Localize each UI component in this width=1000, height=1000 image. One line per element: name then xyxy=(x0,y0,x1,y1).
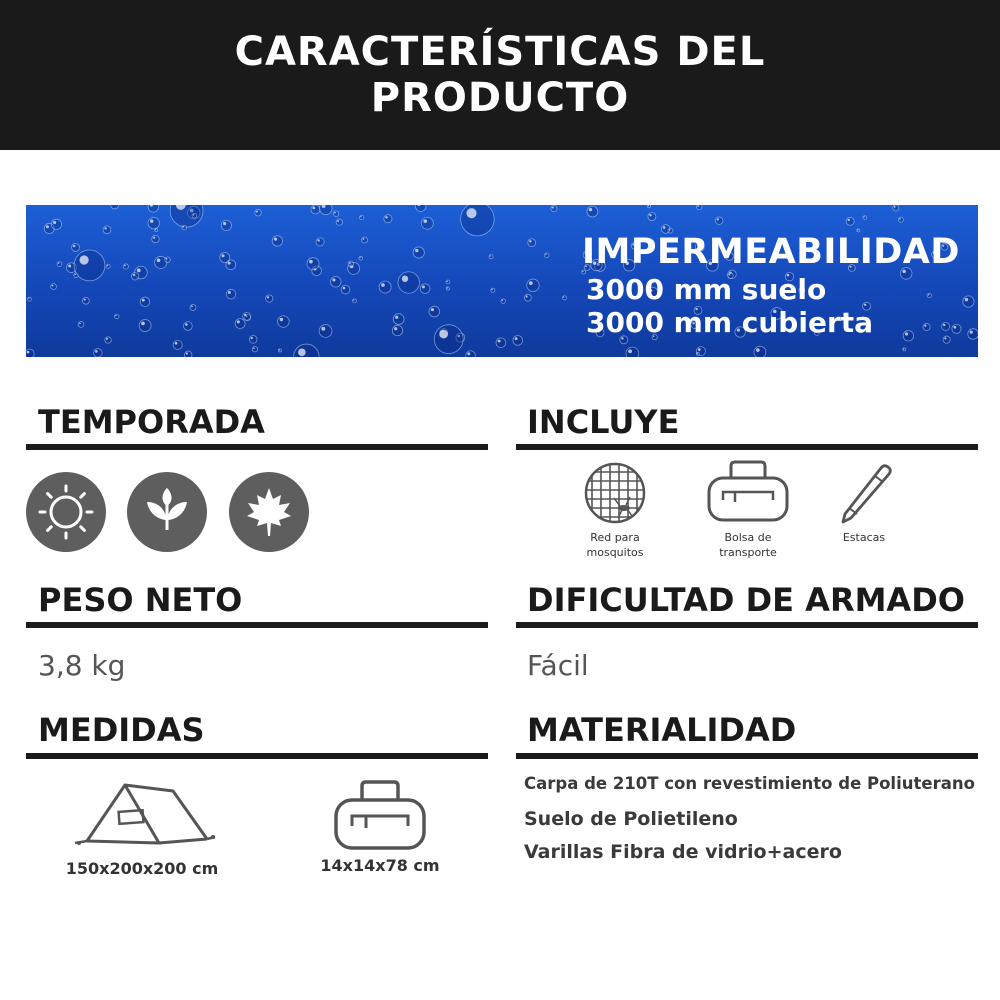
water-drop xyxy=(392,325,402,335)
bag-measure xyxy=(310,778,450,875)
include-bag-label1: Bolsa de xyxy=(724,531,772,544)
tent-icon xyxy=(67,775,217,855)
water-drop xyxy=(235,319,245,329)
waterproof-banner xyxy=(26,205,978,357)
season-title: TEMPORADA xyxy=(38,403,265,441)
water-drop xyxy=(57,262,62,267)
water-drop xyxy=(278,349,281,352)
water-drop xyxy=(266,295,273,302)
water-drop xyxy=(353,299,357,303)
water-drop xyxy=(26,349,34,357)
maple-leaf-icon xyxy=(229,472,309,552)
water-drop xyxy=(51,219,61,229)
water-drop xyxy=(249,336,257,344)
water-drop xyxy=(294,344,319,357)
water-drop xyxy=(74,250,105,281)
materials-title: MATERIALIDAD xyxy=(527,711,797,749)
water-drop xyxy=(446,280,450,284)
page-header xyxy=(0,0,1000,150)
include-item-net xyxy=(555,460,675,560)
water-drop xyxy=(379,281,391,293)
water-drop xyxy=(165,257,171,263)
page-title-line1: CARACTERÍSTICAS DEL xyxy=(234,29,766,75)
water-drop xyxy=(359,215,363,219)
water-drop xyxy=(28,297,32,301)
water-drop xyxy=(190,304,196,310)
water-drop xyxy=(51,284,57,290)
banner-line-cover: 3000 mm cubierta xyxy=(586,306,874,339)
material-line-3: Varillas Fibra de vidrio+acero xyxy=(524,841,842,863)
water-drop xyxy=(489,255,493,259)
water-drop xyxy=(173,340,182,349)
water-drop xyxy=(192,213,197,218)
water-drop xyxy=(148,205,158,212)
includes-rule xyxy=(516,444,978,450)
water-drop xyxy=(446,287,449,290)
water-drop xyxy=(184,351,191,357)
water-drop xyxy=(893,205,899,211)
mosquito-net-icon xyxy=(580,460,650,526)
weight-value: 3,8 kg xyxy=(38,649,126,682)
water-drop xyxy=(307,258,319,270)
water-drop xyxy=(963,296,974,307)
sun-icon xyxy=(26,472,106,552)
water-drop xyxy=(648,213,656,221)
water-drop xyxy=(78,322,84,328)
water-drop xyxy=(393,314,404,325)
water-drop xyxy=(72,244,80,252)
water-drop xyxy=(311,205,320,214)
carry-bag-icon xyxy=(705,460,791,526)
water-drop xyxy=(148,217,159,228)
water-drop xyxy=(527,279,539,291)
material-line-2: Suelo de Polietileno xyxy=(524,808,738,830)
water-drop xyxy=(94,349,103,357)
materials-rule xyxy=(516,753,978,759)
water-drop xyxy=(330,276,341,287)
water-drop xyxy=(333,211,339,217)
water-drop xyxy=(413,247,424,258)
include-item-bag xyxy=(688,460,808,560)
water-drop xyxy=(319,205,332,215)
water-drop xyxy=(696,352,699,355)
measures-title: MEDIDAS xyxy=(38,711,205,749)
water-drop xyxy=(496,338,506,348)
water-drop xyxy=(319,325,332,338)
water-drop xyxy=(131,273,138,280)
water-drop xyxy=(968,329,978,340)
water-drop xyxy=(491,288,495,292)
water-drop xyxy=(863,216,867,220)
water-drop xyxy=(626,347,639,357)
water-drop xyxy=(220,252,230,262)
water-drop xyxy=(545,253,550,258)
water-drop xyxy=(170,205,203,227)
water-drop xyxy=(384,215,392,223)
difficulty-value: Fácil xyxy=(527,649,589,682)
water-drop xyxy=(83,297,90,304)
water-drop xyxy=(114,314,119,319)
tent-measure xyxy=(52,775,232,878)
water-drop xyxy=(551,206,557,212)
water-drop xyxy=(341,285,350,294)
banner-title: IMPERMEABILIDAD xyxy=(582,232,960,272)
water-drop xyxy=(524,294,531,301)
material-line-1: Carpa de 210T con revestimiento de Poliuterano xyxy=(524,774,975,793)
include-net-label1: Red para xyxy=(590,531,640,544)
include-bag-label2: transporte xyxy=(719,546,777,559)
weight-title: PESO NETO xyxy=(38,581,243,619)
stake-icon xyxy=(829,460,899,526)
water-drop xyxy=(243,312,251,320)
water-drop xyxy=(359,256,363,260)
water-drop xyxy=(647,205,650,208)
water-drop xyxy=(226,289,236,299)
water-drop xyxy=(272,236,282,246)
water-drop xyxy=(501,299,505,303)
water-drop xyxy=(106,264,110,268)
water-drop xyxy=(429,306,440,317)
water-drop xyxy=(336,219,342,225)
leaf-icon xyxy=(127,472,207,552)
include-item-stakes xyxy=(804,460,924,545)
water-drop xyxy=(123,264,128,269)
water-drop xyxy=(421,217,433,229)
include-net-label2: mosquitos xyxy=(586,546,644,559)
water-drop xyxy=(562,296,566,300)
water-drop xyxy=(528,239,536,247)
water-drop xyxy=(139,320,151,332)
water-drop xyxy=(398,272,419,293)
water-drop xyxy=(103,226,111,234)
includes-title: INCLUYE xyxy=(527,403,680,441)
measures-rule xyxy=(26,753,488,759)
water-drop xyxy=(255,209,262,216)
page-title-line2: PRODUCTO xyxy=(370,75,630,121)
water-drop xyxy=(715,217,723,225)
bag-measure-label: 14x14x78 cm xyxy=(320,856,440,875)
water-drop xyxy=(587,206,598,217)
water-drop xyxy=(362,237,368,243)
water-drop xyxy=(461,205,495,236)
water-drop xyxy=(898,217,903,222)
water-drop xyxy=(105,337,111,343)
difficulty-title: DIFICULTAD DE ARMADO xyxy=(527,581,965,619)
water-drop xyxy=(697,205,702,210)
water-drop xyxy=(513,336,523,346)
water-drop xyxy=(846,217,854,225)
water-drop xyxy=(152,235,160,243)
water-drop xyxy=(184,322,193,331)
water-drop xyxy=(348,261,353,266)
season-rule xyxy=(26,444,488,450)
banner-line-floor: 3000 mm suelo xyxy=(586,273,827,306)
water-drop xyxy=(221,220,231,230)
water-drop xyxy=(434,325,463,354)
water-drop xyxy=(466,351,476,357)
water-drop xyxy=(754,346,766,357)
bag-icon xyxy=(330,778,430,852)
weight-rule xyxy=(26,622,488,628)
water-drop xyxy=(111,205,119,209)
tent-measure-label: 150x200x200 cm xyxy=(65,859,219,878)
difficulty-rule xyxy=(516,622,978,628)
water-drop xyxy=(140,297,150,307)
water-drop xyxy=(415,205,426,212)
water-drop xyxy=(420,284,430,294)
water-drop xyxy=(903,348,906,351)
water-drop xyxy=(278,316,290,328)
include-stakes-label1: Estacas xyxy=(842,531,886,544)
water-drop xyxy=(182,225,187,230)
water-drop xyxy=(316,238,324,246)
water-drop xyxy=(252,347,257,352)
